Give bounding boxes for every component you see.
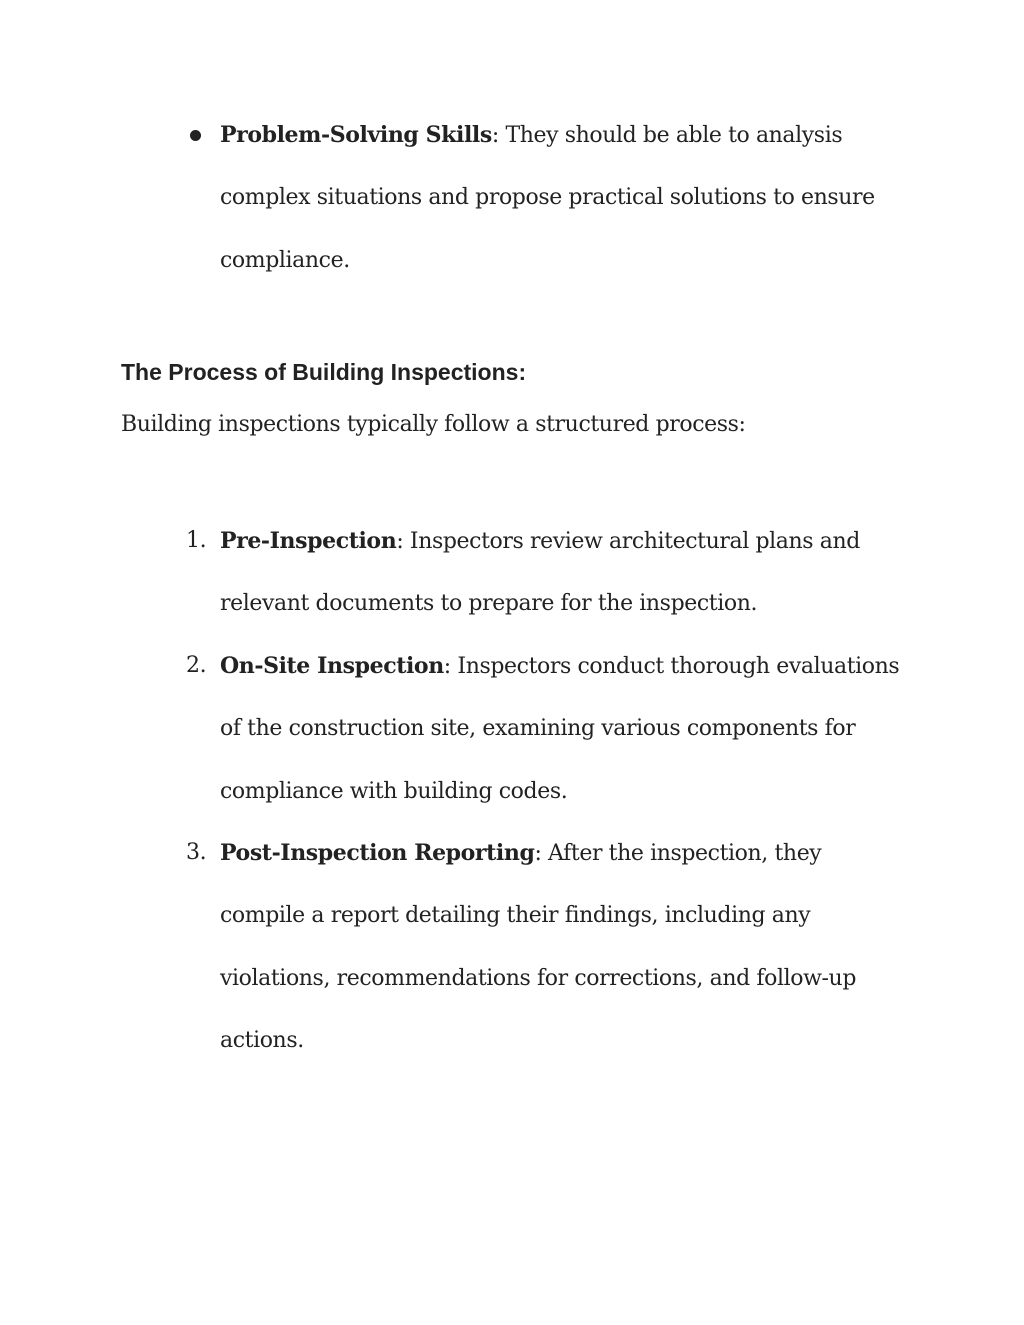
bullet-item-text: They should be able to analysis complex situations and propose practical solutions to ensure compliance. (220, 123, 875, 273)
list-number: 1. (186, 528, 207, 553)
bullet-item-body (220, 104, 906, 292)
section-heading: The Process of Building Inspections: (121, 359, 527, 385)
numbered-item-body (220, 822, 906, 1073)
numbered-list-item (186, 822, 906, 1073)
numbered-item-body (220, 635, 906, 823)
list-number: 2. (186, 653, 207, 678)
step-separator: : (534, 841, 542, 866)
bullet-list-item (186, 104, 906, 292)
list-number: 3. (186, 840, 207, 865)
step-text: Inspectors review architectural plans and relevant documents to prepare for the inspection. (220, 529, 860, 617)
step-term: Pre-Inspection (220, 528, 397, 554)
step-text: Inspectors conduct thorough evaluations of the construction site, examining various components for compliance with building codes. (220, 654, 900, 804)
step-text: After the inspection, they compile a report detailing their findings, including any violations, recommendations for corrections, and follow-up actions. (220, 841, 857, 1054)
step-separator: : (443, 654, 451, 679)
step-term: On-Site Inspection (220, 653, 444, 679)
step-separator: : (396, 529, 404, 554)
numbered-item-body (220, 510, 906, 636)
numbered-list-item (186, 510, 906, 636)
numbered-list-item (186, 635, 906, 823)
bullet-dot-icon (190, 130, 201, 141)
step-term: Post-Inspection Reporting (220, 840, 535, 866)
bullet-item-term: Problem-Solving Skills (220, 122, 492, 148)
section-intro: Building inspections typically follow a structured process: (121, 412, 746, 437)
bullet-item-separator: : (491, 123, 499, 148)
